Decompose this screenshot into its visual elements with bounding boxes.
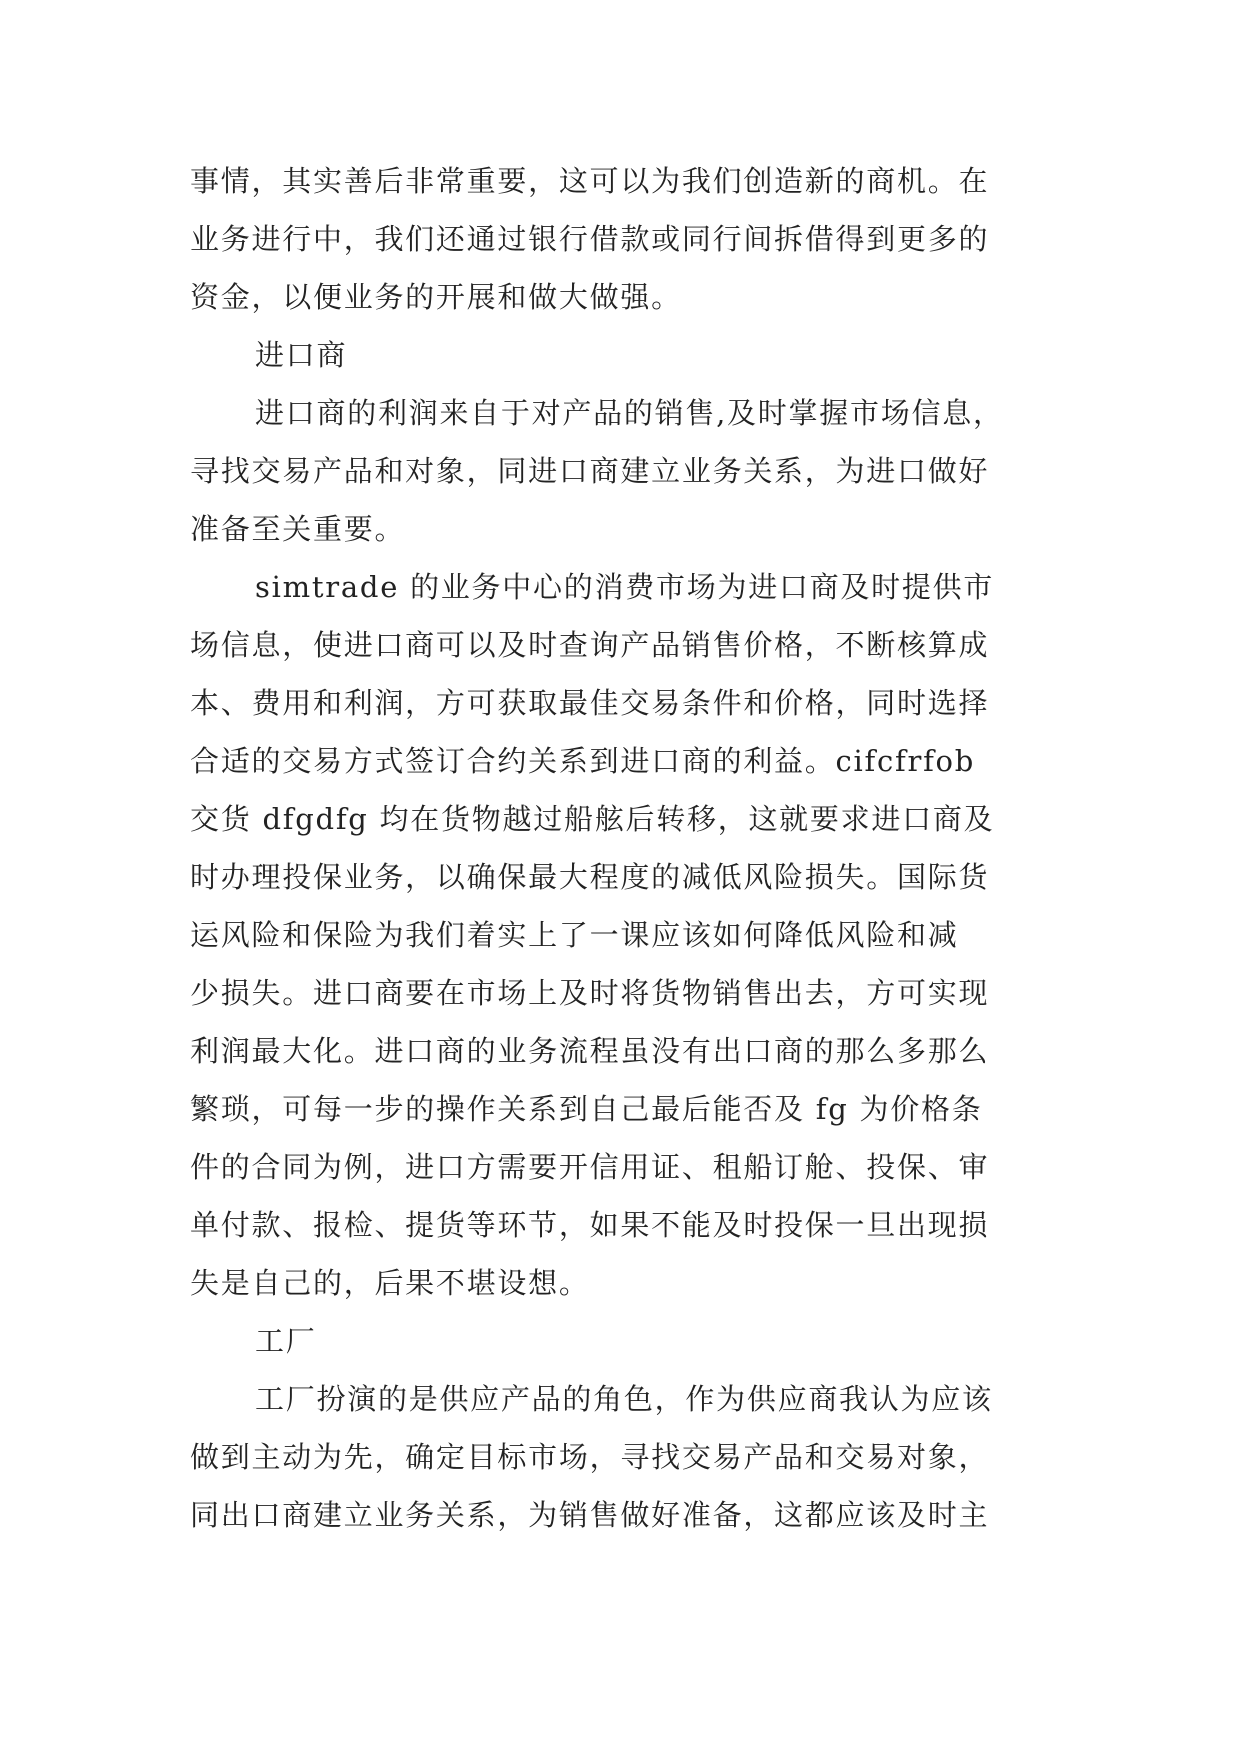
text-line: 工厂扮演的是供应产品的角色，作为供应商我认为应该 [255,1382,993,1416]
text-line: 繁琐，可每一步的操作关系到自己最后能否及 fg 为价格条 [190,1092,983,1126]
text-line: 做到主动为先，确定目标市场，寻找交易产品和交易对象， [190,1440,990,1474]
text-line: 寻找交易产品和对象，同进口商建立业务关系，为进口做好 [190,454,990,488]
text-line: 资金，以便业务的开展和做大做强。 [190,280,682,314]
text-line: 件的合同为例，进口方需要开信用证、租船订舱、投保、审 [190,1150,990,1184]
text-line: 准备至关重要。 [190,512,406,546]
document-body [190,152,1050,1544]
text-line: simtrade 的业务中心的消费市场为进口商及时提供市 [255,570,995,604]
text-line: 业务进行中，我们还通过银行借款或同行间拆借得到更多的 [190,222,990,256]
text-line: 本、费用和利润，方可获取最佳交易条件和价格，同时选择 [190,686,990,720]
text-line: 合适的交易方式签订合约关系到进口商的利益。cifcfrfob [190,744,976,778]
text-line: 时办理投保业务，以确保最大程度的减低风险损失。国际货 [190,860,990,894]
section-heading: 工厂 [255,1324,317,1358]
text-line: 少损失。进口商要在市场上及时将货物销售出去，方可实现 [190,976,990,1010]
section-heading: 进口商 [255,338,348,372]
text-line: 场信息，使进口商可以及时查询产品销售价格，不断核算成 [190,628,990,662]
text-line: 交货 dfgdfg 均在货物越过船舷后转移，这就要求进口商及 [190,802,995,836]
text-line: 运风险和保险为我们着实上了一课应该如何降低风险和减 [190,918,959,952]
text-line: 单付款、报检、提货等环节，如果不能及时投保一旦出现损 [190,1208,990,1242]
text-line: 利润最大化。进口商的业务流程虽没有出口商的那么多那么 [190,1034,990,1068]
text-line: 失是自己的，后果不堪设想。 [190,1266,590,1300]
text-line: 进口商的利润来自于对产品的销售,及时掌握市场信息， [255,396,1004,430]
text-line: 同出口商建立业务关系，为销售做好准备，这都应该及时主 [190,1498,990,1532]
text-line: 事情，其实善后非常重要，这可以为我们创造新的商机。在 [190,164,990,198]
